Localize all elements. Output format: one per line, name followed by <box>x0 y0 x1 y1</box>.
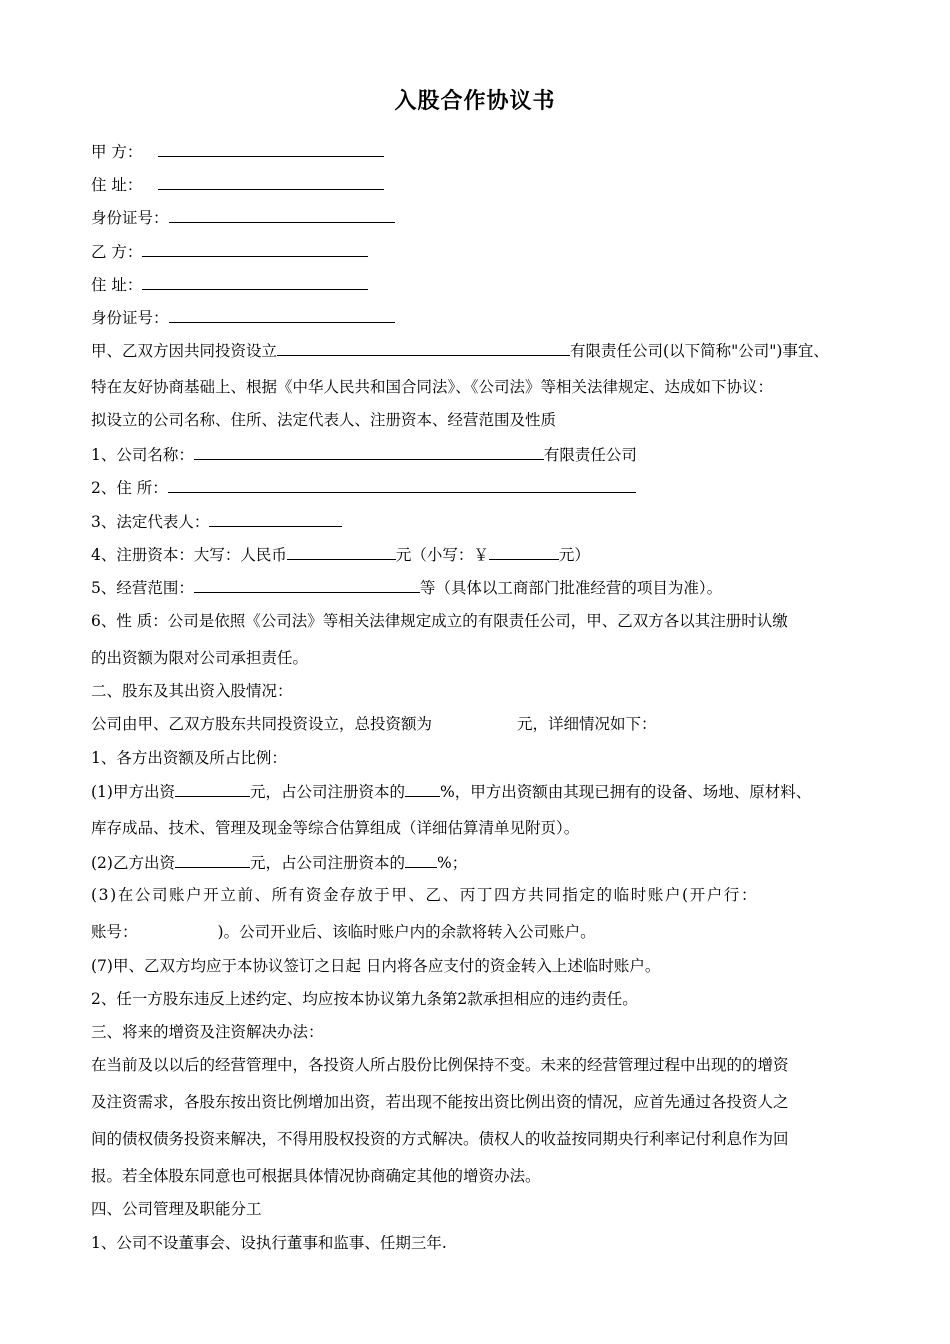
section-2-para-1 <box>91 714 657 734</box>
intro-line-1 <box>91 340 829 361</box>
id-b-label: 身份证号： <box>91 309 169 327</box>
party-a-percent-field[interactable] <box>405 781 440 797</box>
address-b-line <box>91 274 368 295</box>
item-5-label: 5、经营范围： <box>91 579 194 597</box>
party-b-label: 乙 方： <box>91 243 143 261</box>
section-3-line-4: 报。若全体股东同意也可根据具体情况协商确定其他的增资办法。 <box>91 1167 541 1185</box>
item-1-suffix: 有限责任公司 <box>543 446 637 464</box>
party-a-share-label: 元，占公司注册资本的 <box>249 783 405 801</box>
item-6-line-1: 6、性 质：公司是依照《公司法》等相关法律规定成立的有限责任公司，甲、乙双方各以其注册时认缴 <box>91 612 788 630</box>
total-investment-text: 公司由甲、乙双方股东共同投资设立，总投资额为 <box>91 715 433 733</box>
item-4-label: 4、注册资本：大写：人民币 <box>91 546 287 564</box>
business-scope-field[interactable] <box>194 577 420 593</box>
company-address-field[interactable] <box>168 477 636 493</box>
party-b-suffix: %； <box>436 854 468 872</box>
legal-rep-field[interactable] <box>209 511 342 527</box>
party-b-contribution-label: (2)乙方出资 <box>91 854 175 872</box>
party-a-contribution-label: (1)甲方出资 <box>91 783 175 801</box>
party-b-line <box>91 241 368 262</box>
account-number-label: 账号： <box>91 923 138 941</box>
intro-text-b: 有限责任公司(以下简称"公司")事宜、 <box>570 342 829 360</box>
section-2-heading: 二、股东及其出资入股情况： <box>91 682 293 700</box>
party-b-contribution <box>91 852 467 873</box>
item-4-line <box>91 544 590 565</box>
item-2-label: 2、住 所： <box>91 479 168 497</box>
id-a-line <box>91 207 395 228</box>
section-3-heading: 三、将来的增资及注资解决办法： <box>91 1023 324 1041</box>
party-a-label: 甲 方： <box>91 143 143 161</box>
address-a-line <box>91 174 384 195</box>
capital-lower-field[interactable] <box>489 544 559 560</box>
item-5-suffix: 等（具体以工商部门批准经营的项目为准）。 <box>419 579 723 597</box>
party-b-percent-field[interactable] <box>405 852 437 868</box>
party-b-share-label: 元，占公司注册资本的 <box>249 854 405 872</box>
item-5-line <box>91 577 722 598</box>
item-4-end: 元） <box>558 546 590 564</box>
party-a-contribution-line-2: 库存成品、技术、管理及现金等综合估算组成（详细估算清单见附页）。 <box>91 819 580 837</box>
section-3-line-3: 间的债权债务投资来解决，不得用股权投资的方式解决。债权人的收益按同期央行利率记付利息作为回 <box>91 1130 789 1148</box>
section-2-item-2: 2、任一方股东违反上述约定、均应按本协议第九条第2款承担相应的违约责任。 <box>91 990 638 1008</box>
party-a-blank[interactable] <box>158 141 384 157</box>
party-b-amount-field[interactable] <box>175 852 250 868</box>
item-3-label: 3、法定代表人： <box>91 513 210 531</box>
address-a-label: 住 址： <box>91 176 143 194</box>
company-name-blank[interactable] <box>277 340 570 356</box>
section-3-line-1: 在当前及以以后的经营管理中，各投资人所占股份比例保持不变。未来的经营管理过程中出现的的增资 <box>91 1056 789 1074</box>
address-b-blank[interactable] <box>142 274 368 290</box>
item-4-mid: 元（小写：￥ <box>395 546 489 564</box>
section-1-heading: 拟设立的公司名称、住所、法定代表人、注册资本、经营范围及性质 <box>91 411 557 429</box>
address-a-blank[interactable] <box>158 174 384 190</box>
temp-account-line-1: (3)在公司账户开立前、所有资金存放于甲、乙、丙丁四方共同指定的临时账户(开户行： <box>91 886 759 904</box>
item-3-line <box>91 511 342 532</box>
item-1-label: 1、公司名称： <box>91 446 194 464</box>
section-2-item-1: 1、各方出资额及所占比例： <box>91 749 287 767</box>
item-2-line <box>91 477 636 498</box>
id-a-label: 身份证号： <box>91 209 169 227</box>
id-b-line <box>91 307 395 328</box>
document-title: 入股合作协议书 <box>394 88 556 114</box>
item-6-line-2: 的出资额为限对公司承担责任。 <box>91 649 309 667</box>
section-4-item-1: 1、公司不设董事会、设执行董事和监事、任期三年. <box>91 1234 447 1252</box>
total-investment-suffix: 元，详细情况如下： <box>517 715 657 733</box>
fund-transfer-clause: (7)甲、乙双方均应于本协议签订之日起 日内将各应支付的资金转入上述临时账户。 <box>91 957 661 975</box>
party-a-contribution <box>91 781 811 802</box>
id-b-blank[interactable] <box>169 307 395 323</box>
address-b-label: 住 址： <box>91 276 143 294</box>
section-3-line-2: 及注资需求，各股东按出资比例增加出资，若出现不能按出资比例出资的情况，应首先通过各投资人之 <box>91 1093 789 1111</box>
id-a-blank[interactable] <box>169 207 395 223</box>
party-a-line <box>91 141 384 162</box>
party-a-contribution-desc: %，甲方出资额由其现已拥有的设备、场地、原材料、 <box>439 783 812 801</box>
party-b-blank[interactable] <box>142 241 368 257</box>
company-name-field[interactable] <box>194 444 544 460</box>
temp-account-line-2 <box>91 922 596 942</box>
item-1-line <box>91 444 637 465</box>
temp-account-note: )。公司开业后、该临时账户内的余款将转入公司账户。 <box>217 923 596 941</box>
intro-text-a: 甲、乙双方因共同投资设立 <box>91 342 278 360</box>
section-4-heading: 四、公司管理及职能分工 <box>91 1200 262 1218</box>
party-a-amount-field[interactable] <box>175 781 250 797</box>
capital-upper-field[interactable] <box>287 544 396 560</box>
intro-line-2: 特在友好协商基础上、根据《中华人民共和国合同法》、《公司法》等相关法律规定、达成如下协议： <box>91 378 774 396</box>
